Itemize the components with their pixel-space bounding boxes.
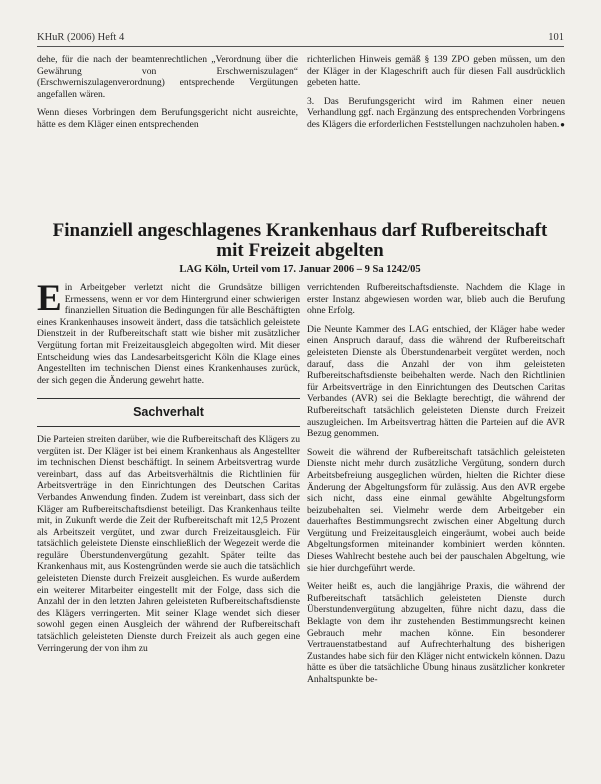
continued-text-right <box>307 54 565 138</box>
court-decision-line: LAG Köln, Urteil vom 17. Januar 2006 – 9 Sa 1242/05 <box>179 264 421 275</box>
page-number: 101 <box>548 32 564 43</box>
lead-text: in Arbeitgeber verletzt nicht die Grundsätze billigen Ermessens, wenn er vor dem Hintergrund einer schwierigen finanziellen Situation die Bedingungen für alle Beschäftigten eines Krankenhauses insoweit ändert, dass die tatsächlich geleistete Dienstzeit in der Rufbereitschaft statt wie bisher mit zusätzlicher Vergütung fortan mit Freizeitausgleich abgegolten wird. Mit dieser Entscheidung wies das Landesarbeitsgericht Köln die Klage eines Angestellten im technischen Dienst eines Krankenhauses zurück, der sich gegen die Änderung gewehrt hatte. <box>37 282 300 386</box>
running-header <box>37 30 564 47</box>
paragraph: Weiter heißt es, auch die langjährige Praxis, die während der Rufbereitschaft tatsächlich geleisteten Dienste durch Überstundenvergütung abzugelten, führe nicht dazu, dass die Beklagte von dem ihr zustehenden Bestimmungsrecht keinen Gebrauch mehr machen könne. Ein besonderer Vertrauenstatbestand auf Aufrechterhaltung des bisherigen Zustandes habe sich für den Kläger nicht entwickeln können. Dazu hätte es über die tatsächliche Übung hinaus zusätzlicher konkreter Anhaltspunkte be- <box>307 581 565 685</box>
section-heading: Sachverhalt <box>37 401 300 427</box>
continued-text-left <box>37 54 298 138</box>
paragraph-text: 3. Das Berufungsgericht wird im Rahmen einer neuen Verhandlung ggf. nach Ergänzung des entsprechenden Vorbringens des Klägers die erforderlichen Feststellungen nachzuholen haben. <box>307 95 565 130</box>
journal-citation: KHuR (2006) Heft 4 <box>37 32 125 43</box>
article-right-column <box>307 282 565 693</box>
drop-cap: E <box>37 278 62 319</box>
paragraph: Die Neunte Kammer des LAG entschied, der Kläger habe weder einen Anspruch darauf, dass die während der Rufbereitschaft geleisteten Dienste als Überstundenarbeit vergütet werden, noch darauf, dass die Anzahl der von ihm geleisteten Rufbereitschaftsdienste beibehalten werde. Nach den Richtlinien für Arbeitsverträge in den Einrichtungen des Deutschen Caritas Verbandes (AVR) sei die Beklagte berechtigt, die während der Rufbereitschaft tatsächlich geleisteten Dienste durch Freizeit auszugleichen. Im Arbeitsvertrag hätten die Parteien auf die AVR Bezug genommen. <box>307 323 565 440</box>
lead-paragraph <box>37 278 300 386</box>
paragraph: Wenn dieses Vorbringen dem Berufungsgericht nicht ausreichte, hätte es dem Kläger einen entsprechenden <box>37 107 298 130</box>
article-left-column <box>37 278 300 661</box>
paragraph: Soweit die während der Rufbereitschaft tatsächlich geleisteten Dienste nicht mehr durch zusätzliche Vergütung, sondern durch Arbeitsbefreiung ausgeglichen würden, hielten die Richter diese Änderung der Abgeltungsform für zulässig. Aus den AVR ergebe sich nicht, dass eine einmal gewählte Abgeltungsform beizubehalten sei. Vielmehr werde dem Arbeitgeber ein dauerhaftes Bestimmungsrecht zwischen einer Abgeltung durch Vergütung und Freizeitausgleich eingeräumt, wobei auch beide Abgeltungsformen miteinander kombiniert werden könnten. Dieses Wahlrecht bestehe auch bei der pauschalen Abgeltung, wie sie hier durchgeführt werde. <box>307 446 565 574</box>
paragraph <box>307 96 565 131</box>
paragraph: Die Parteien streiten darüber, wie die Rufbereitschaft des Klägers zu vergüten ist. Der Kläger ist bei einem Krankenhaus als Angestellter im technischen Dienst beschäftigt. In seinem Arbeitsvertrag wurde vereinbart, dass auf das Arbeitsverhältnis die Richtlinien für Arbeitsverträge in den Einrichtungen des Deutschen Caritas Verbandes Anwendung finden. Zudem ist vereinbart, dass sich der Kläger am Rufbereitschaftsdienst beteiligt. Das Krankenhaus teilte mit, in Zukunft werde die Zeit der Rufbereitschaft mit 12,5 Prozent als Arbeitszeit vergütet, und zwar durch Freizeitausgleich. Für tatsächlich geleistete Dienste einschließlich der Wegezeit werde die reguläre Überstundenvergütung gezahlt. Später teilte das Krankenhaus mit, aus Kostengründen werde sie auch die tatsächlich geleisteten Dienste durch Freizeit ausgleichen. Es wurde außerdem ein weiterer Mitarbeiter eingestellt mit der Folge, dass sich die Anzahl der in den letzten Jahren geleisteten Rufbereitschaftsdienste des Klägers verringerten. Mit seiner Klage wendet sich dieser sowohl gegen einen Ausgleich der während der Rufbereitschaft tatsächlich geleisteten Dienste durch Freizeit als auch gegen eine Verringerung der von ihm zu <box>37 433 300 654</box>
paragraph: verrichtenden Rufbereitschaftsdienste. Nachdem die Klage in erster Instanz abgewiesen worden war, blieb auch die Berufung ohne Erfolg. <box>307 282 565 317</box>
article-end-mark: ● <box>560 119 565 129</box>
paragraph: richterlichen Hinweis gemäß § 139 ZPO geben müssen, um den der Kläger in der Klageschrift auch für diesen Fall ausdrücklich gebeten hatte. <box>307 54 565 89</box>
section-divider <box>37 398 300 399</box>
paragraph: dehe, für die nach der beamtenrechtlichen „Verordnung über die Gewährung von Erschwerniszulagen“ (Erschwerniszulagenverordnung) entsprechende Vergütungen angefallen wären. <box>37 54 298 100</box>
article-headline: Finanziell angeschlagenes Krankenhaus darf Rufbereitschaft mit Freizeit abgelten <box>52 220 548 261</box>
